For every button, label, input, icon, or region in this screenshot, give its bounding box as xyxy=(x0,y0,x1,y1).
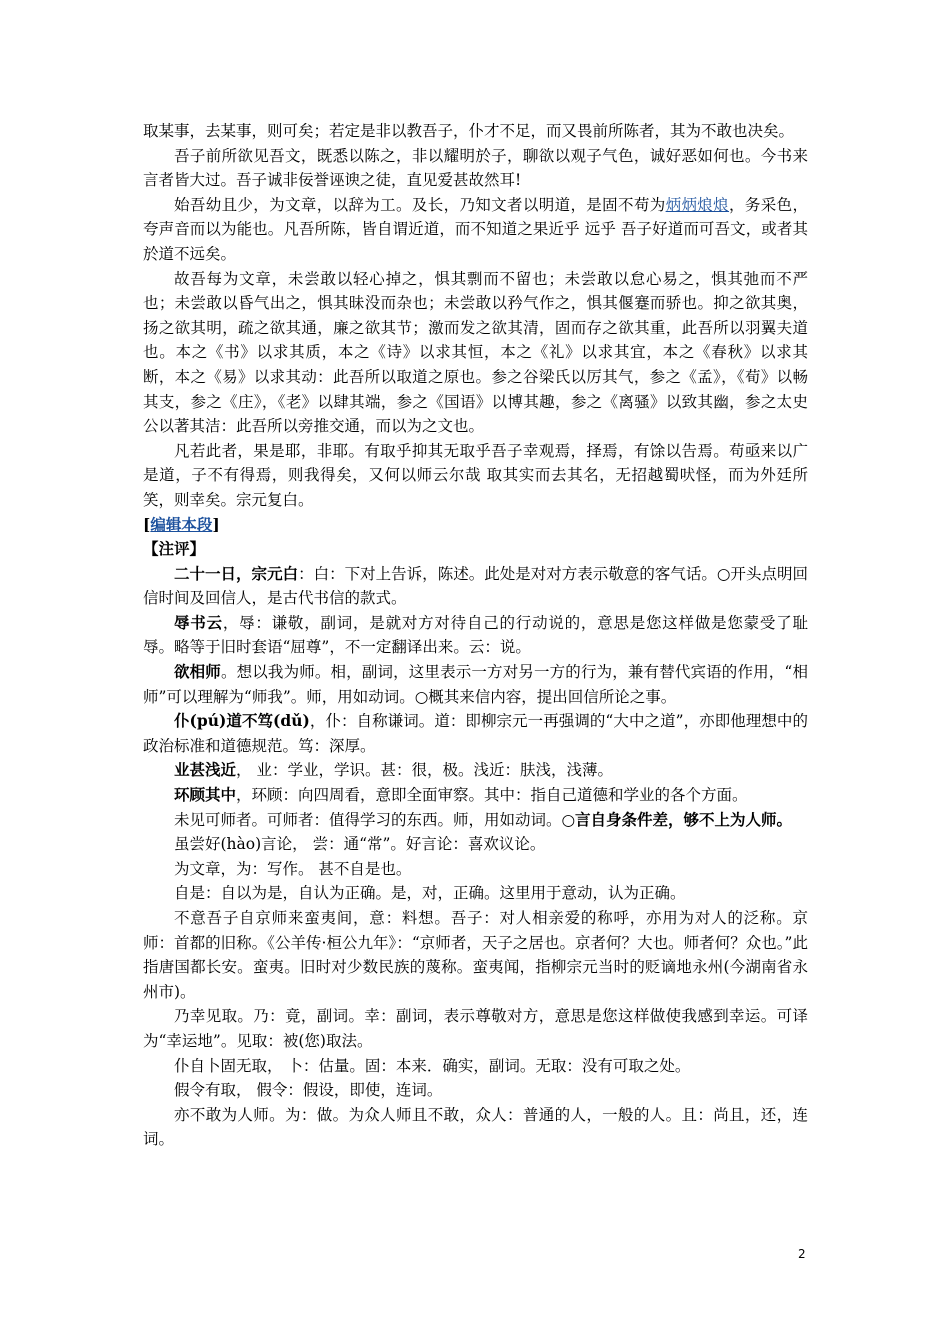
note-term: 业甚浅近 xyxy=(174,760,237,780)
edit-section xyxy=(143,513,808,538)
note: 乃幸见取。乃：竟，副词。幸：副词，表示尊敬对方，意思是您这样做使我感到幸运。可译为“幸运地”。见取：被(您)取法。 xyxy=(143,1007,808,1050)
note: 仆自卜固无取， 卜：估量。固：本来．确实，副词。无取：没有可取之处。 xyxy=(174,1056,691,1075)
note-emphasis: 言自身条件差，够不上为人师。 xyxy=(575,809,793,829)
term-link[interactable]: 炳炳烺烺 xyxy=(665,195,730,214)
paragraph: 吾子前所欲见吾文，既悉以陈之，非以耀明於子，聊欲以观子气色，诚好恶如何也。今书来言者皆大过。吾子诚非佞誉诬谀之徒，直见爱甚故然耳! xyxy=(143,146,808,190)
note xyxy=(143,783,808,808)
document-body xyxy=(143,119,808,1152)
note-term: 辱书云 xyxy=(174,612,223,632)
note-text: 未见可师者。可师者：值得学习的东西。师，用如动词。○ xyxy=(174,810,576,829)
note xyxy=(143,660,808,709)
note-term: 环顾其中 xyxy=(174,785,237,805)
note: 虽尝好(hào)言论， 尝：通“常”。好言论：喜欢议论。 xyxy=(174,835,546,854)
note xyxy=(143,758,808,783)
paragraph: 取某事，去某事，则可矣；若定是非以教吾子，仆才不足，而又畏前所陈者，其为不敢也决矣。 xyxy=(143,122,795,140)
paragraph-text: ，务采色，夸声音而以为能也。凡吾所陈，皆自谓近道，而不知道之果近乎 远乎 吾子好道而可吾文，或者其於道不远矣。 xyxy=(143,195,808,263)
paragraph xyxy=(143,193,808,267)
note: 假令有取， 假令：假设，即使，连词。 xyxy=(174,1081,443,1100)
note-text: ，辱：谦敬，副词，是就对方对待自己的行动说的，意思是您这样做是您蒙受了耻辱。略等于旧时套语“屈尊”，不一定翻译出来。云：说。 xyxy=(143,613,808,657)
note-text: ， 业：学业，学识。甚：很，极。浅近：肤浅，浅薄。 xyxy=(236,761,613,780)
note xyxy=(143,709,808,758)
note: 自是：自以为是，自认为正确。是，对，正确。这里用于意动，认为正确。 xyxy=(174,884,686,903)
paragraph-text: 始吾幼且少，为文章，以辞为工。及长，乃知文者以明道，是固不苟为 xyxy=(174,195,666,214)
note-text: ：白：下对上告诉，陈述。此处是对对方表示敬意的客气话。○开头点明回信时间及回信人，是古代书信的款式。 xyxy=(143,564,808,608)
note-text: 。想以我为师。相，副词，这里表示一方对另一方的行为，兼有替代宾语的作用，“相师”可以理解为“师我”。师，用如动词。○概其来信内容，提出回信所论之事。 xyxy=(143,663,808,706)
note-text: ，仆：自称谦词。道：即柳宗元一再强调的“大中之道”，亦即他理想中的政治标准和道德规范。笃：深厚。 xyxy=(143,712,808,755)
note xyxy=(143,808,808,833)
notes-heading: 【注评】 xyxy=(143,539,206,559)
note xyxy=(143,562,808,611)
edit-section-link[interactable]: 编辑本段 xyxy=(150,514,213,534)
edit-bracket-close: ] xyxy=(212,514,220,534)
note-term: 二十一日，宗元白 xyxy=(174,563,299,583)
edit-bracket-open: [ xyxy=(143,514,151,534)
note-term: 欲相师 xyxy=(174,662,221,682)
note-text: ，环顾：向四周看，意即全面审察。其中：指自己道德和学业的各个方面。 xyxy=(236,786,748,805)
note xyxy=(143,611,808,660)
paragraph: 故吾每为文章，未尝敢以轻心掉之，惧其剽而不留也；未尝敢以怠心易之，惧其弛而不严也；未尝敢以昏气出之，惧其昧没而杂也；未尝敢以矜气作之，惧其偃蹇而骄也。抑之欲其奥，扬之欲其明，疏之欲其通，廉之欲其节；激而发之欲其清，固而存之欲其重，此吾所以羽翼夫道也。本之《书》以求其质，本之《诗》以求其恒，本之《礼》以求其宜，本之《春秋》以求其断，本之《易》以求其动：此吾所以取道之原也。参之谷梁氏以厉其气，参之《孟》，《荀》以畅其支，参之《庄》，《老》以肆其端，参之《国语》以博其趣，参之《离骚》以致其幽，参之太史公以著其洁：此吾所以旁推交通，而以为之文也。 xyxy=(143,269,808,436)
note-term: 仆(pú)道不笃(dǔ) xyxy=(174,711,310,731)
note: 为文章，为：写作。 甚不自是也。 xyxy=(174,859,412,878)
note: 亦不敢为人师。为：做。为众人师且不敢，众人：普通的人，一般的人。且：尚且，还，连词。 xyxy=(143,1105,808,1149)
paragraph: 凡若此者，果是耶，非耶。有取乎抑其无取乎吾子幸观焉，择焉，有馀以告焉。苟亟来以广是道，子不有得焉，则我得矣，又何以师云尔哉 取其实而去其名，无招越蜀吠怪，而为外廷所笑，则幸矣。宗元复白。 xyxy=(143,441,808,509)
note: 不意吾子自京师来蛮夷间，意：料想。吾子：对人相亲爱的称呼，亦用为对人的泛称。京师：首都的旧称。《公羊传·桓公九年》：“京师者，天子之居也。京者何？大也。师者何？众也。”此指唐国都长安。蛮夷。旧时对少数民族的蔑称。蛮夷闻，指柳宗元当时的贬谪地永州(今湖南省永州市)。 xyxy=(143,909,808,1001)
page-number: 2 xyxy=(798,1247,806,1261)
